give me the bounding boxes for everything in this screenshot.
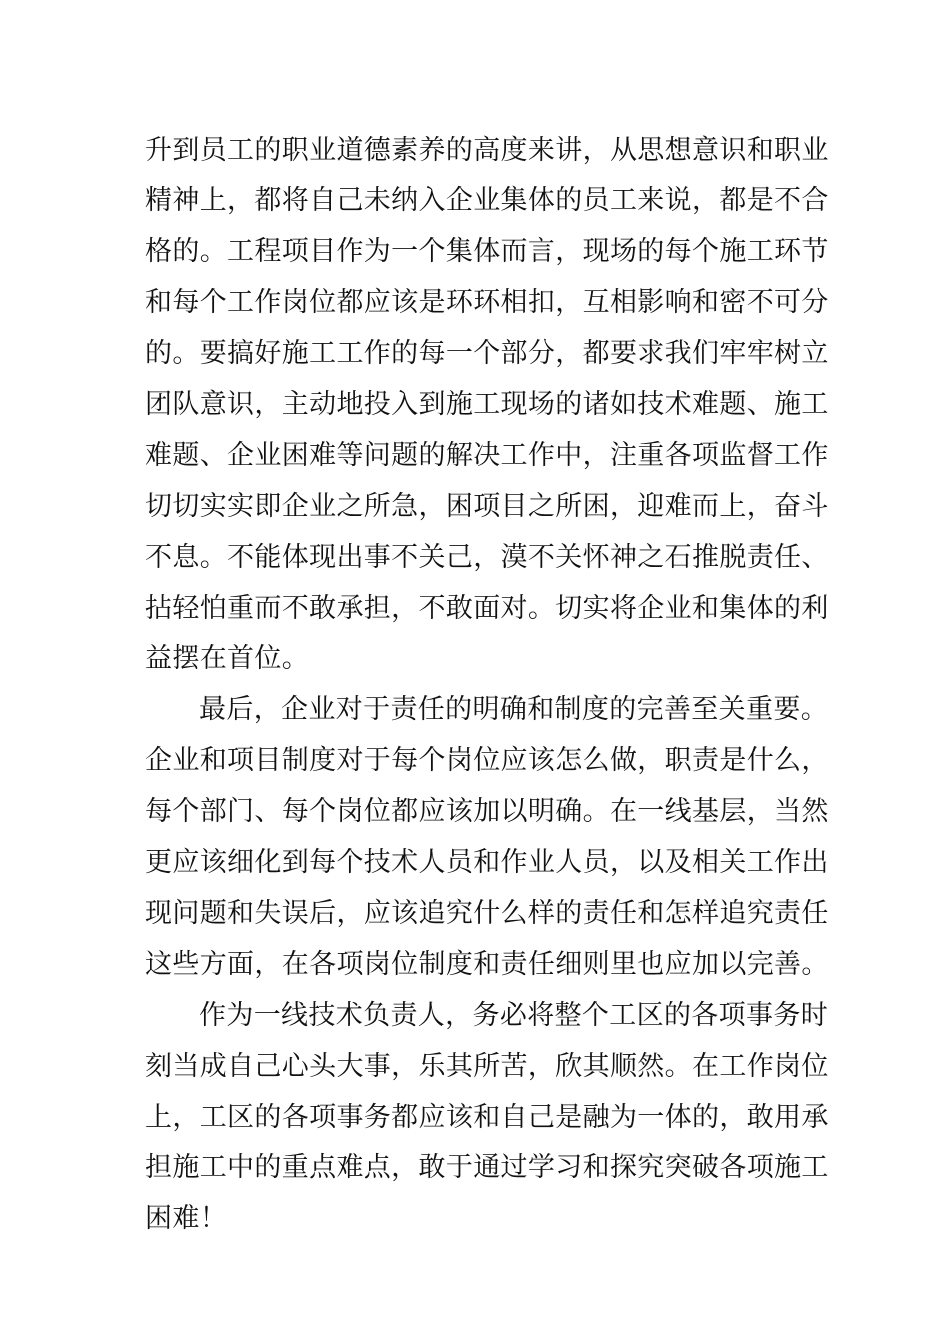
text-line: 的。要搞好施工工作的每一个部分，都要求我们牢牢树立	[145, 338, 829, 369]
text-line: 切切实实即企业之所急，困项目之所困，迎难而上，奋斗	[145, 491, 829, 522]
text-line: 升到员工的职业道德素养的高度来讲，从思想意识和职业	[145, 135, 829, 166]
text-line: 担施工中的重点难点，敢于通过学习和探究突破各项施工	[145, 1152, 829, 1183]
text-line: 现问题和失误后，应该追究什么样的责任和怎样追究责任	[145, 898, 829, 929]
text-line: 格的。工程项目作为一个集体而言，现场的每个施工环节	[145, 236, 829, 267]
text-line: 这些方面，在各项岗位制度和责任细则里也应加以完善。	[145, 949, 829, 980]
text-line: 拈轻怕重而不敢承担，不敢面对。切实将企业和集体的利	[145, 593, 829, 624]
text-line: 团队意识，主动地投入到施工现场的诸如技术难题、施工	[145, 389, 829, 420]
text-line: 难题、企业困难等问题的解决工作中，注重各项监督工作	[145, 440, 829, 471]
text-line: 不息。不能体现出事不关己，漠不关怀神之石推脱责任、	[145, 542, 829, 573]
text-line: 和每个工作岗位都应该是环环相扣，互相影响和密不可分	[145, 287, 829, 318]
paragraph-first-line: 作为一线技术负责人，务必将整个工区的各项事务时	[199, 1000, 829, 1031]
text-line: 更应该细化到每个技术人员和作业人员，以及相关工作出	[145, 847, 829, 878]
text-line: 每个部门、每个岗位都应该加以明确。在一线基层，当然	[145, 796, 829, 827]
text-line: 刻当成自己心头大事，乐其所苦，欣其顺然。在工作岗位	[145, 1051, 829, 1082]
text-line: 企业和项目制度对于每个岗位应该怎么做，职责是什么，	[145, 745, 829, 776]
text-line: 益摆在首位。	[145, 643, 310, 674]
paragraph-first-line: 最后，企业对于责任的明确和制度的完善至关重要。	[199, 694, 829, 725]
text-line: 上，工区的各项事务都应该和自己是融为一体的，敢用承	[145, 1102, 829, 1133]
text-line: 困难！	[145, 1203, 228, 1234]
text-line: 精神上，都将自己未纳入企业集体的员工来说，都是不合	[145, 185, 829, 216]
